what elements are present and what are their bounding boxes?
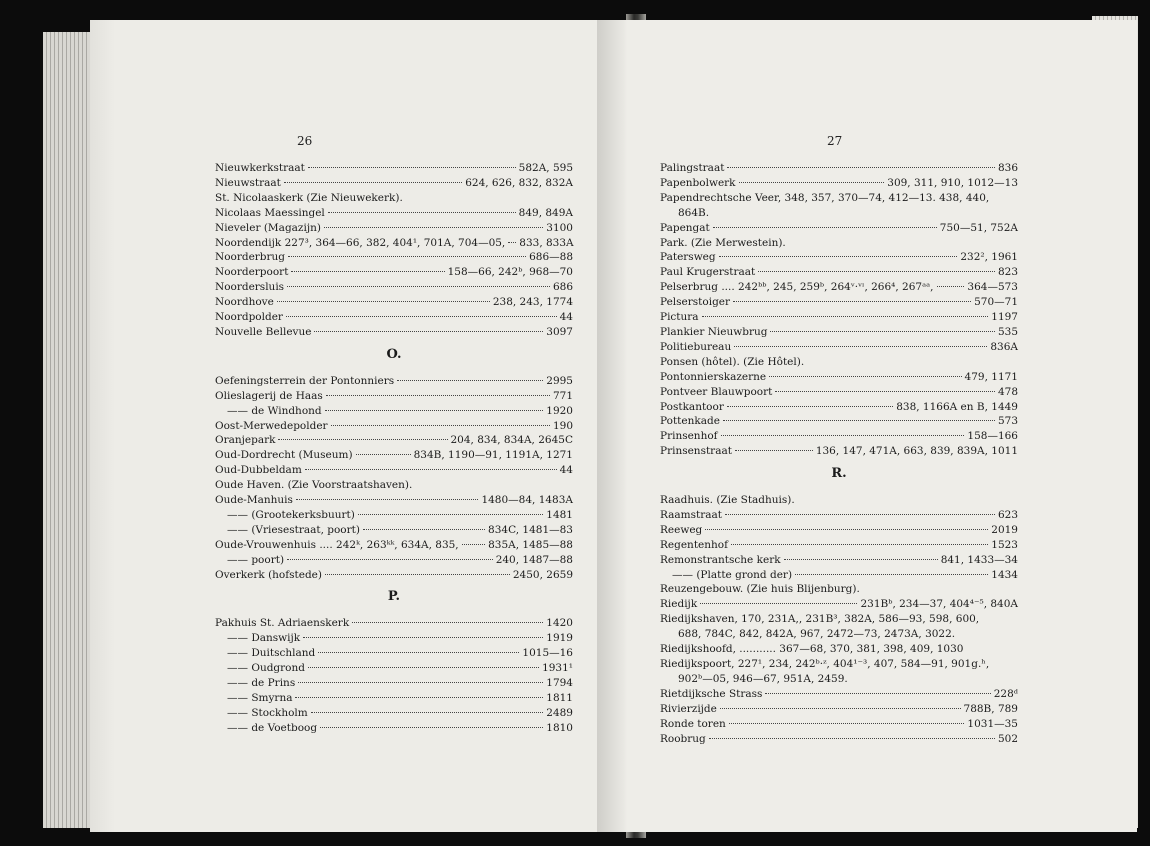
- entry-page-refs: 158—166: [967, 430, 1018, 443]
- leader-dots: [324, 227, 543, 228]
- leader-dots: [295, 697, 543, 698]
- leader-dots: [358, 514, 543, 515]
- entry-name: —— Duitschland: [227, 647, 316, 660]
- entry-continuation: 864B.: [678, 206, 710, 219]
- leader-dots: [729, 723, 965, 724]
- leader-dots: [320, 727, 543, 728]
- entry-page-refs: 309, 311, 910, 1012—13: [887, 176, 1018, 189]
- right-page: [597, 20, 1137, 832]
- index-entry: [215, 538, 573, 553]
- leader-dots: [702, 316, 989, 317]
- entry-page-refs: 1434: [991, 568, 1018, 581]
- leader-dots: [462, 544, 485, 545]
- index-entry: [660, 582, 1018, 597]
- index-entry: [660, 717, 1018, 732]
- entry-name: Nouvelle Bellevue: [215, 325, 312, 338]
- leader-dots: [758, 271, 995, 272]
- index-entry: [215, 568, 573, 583]
- entry-name: Oude-Vrouwenhuis .... 242ᵏ, 263ᵏᵏ, 634A, 835,: [215, 538, 459, 551]
- entry-text: St. Nicolaaskerk (Zie Nieuwekerk).: [215, 191, 403, 204]
- entry-page-refs: 240, 1487—88: [495, 553, 573, 566]
- entry-name: —— Smyrna: [227, 691, 293, 704]
- leader-dots: [731, 544, 988, 545]
- entry-name: —— (Grootekerksbuurt): [227, 508, 355, 521]
- entry-page-refs: 158—66, 242ᵇ, 968—70: [447, 266, 573, 279]
- entry-page-refs: 3097: [546, 325, 573, 338]
- entry-page-refs: 204, 834, 834A, 2645C: [450, 434, 573, 447]
- entry-name: Prinsenhof: [660, 430, 718, 443]
- index-entry: [660, 265, 1018, 280]
- entry-page-refs: 44: [559, 464, 573, 477]
- entry-text: Ponsen (hôtel). (Zie Hôtel).: [660, 355, 805, 368]
- index-entry: [660, 538, 1018, 553]
- index-entry: [660, 355, 1018, 370]
- leader-dots: [700, 603, 857, 604]
- entry-name: —— de Windhond: [227, 404, 322, 417]
- entry-page-refs: 1523: [991, 538, 1018, 551]
- entry-page-refs: 686: [552, 281, 573, 294]
- index-entry: [215, 295, 573, 310]
- index-entry: [215, 310, 573, 325]
- leader-dots: [705, 529, 988, 530]
- entry-text: Riedijkshaven, 170, 231A,, 231B³, 382A, 586—93, 598, 600,: [660, 613, 980, 626]
- entry-page-refs: 1931¹: [542, 662, 573, 675]
- entry-page-refs: 3100: [546, 221, 573, 234]
- index-entry: [660, 493, 1018, 508]
- entry-page-refs: 788B, 789: [963, 702, 1018, 715]
- entry-name: Papengat: [660, 221, 710, 234]
- entry-name: —— de Voetboog: [227, 721, 318, 734]
- leader-dots: [363, 529, 485, 530]
- leader-dots: [326, 395, 550, 396]
- entry-page-refs: 535: [997, 325, 1018, 338]
- entry-page-refs: 849, 849A: [518, 206, 573, 219]
- index-entry: [215, 419, 573, 434]
- entry-text: Riedijkshoofd, ........... 367—68, 370, 381, 398, 409, 1030: [660, 643, 964, 656]
- entry-name: Nieuwstraat: [215, 176, 281, 189]
- entry-name: Nieveler (Magazijn): [215, 221, 321, 234]
- entry-name: Politiebureau: [660, 340, 732, 353]
- leader-dots: [278, 439, 447, 440]
- index-entry: [660, 568, 1018, 583]
- entry-page-refs: 1420: [546, 617, 573, 630]
- entry-page-refs: 836A: [990, 340, 1018, 353]
- index-entry: [215, 616, 573, 631]
- index-entry: [215, 721, 573, 736]
- index-entry: [215, 265, 573, 280]
- index-entry: [215, 236, 573, 251]
- entry-page-refs: 2995: [546, 374, 573, 387]
- leader-dots: [331, 425, 550, 426]
- index-entry: [215, 325, 573, 340]
- leader-dots: [719, 256, 958, 257]
- index-entry: [215, 250, 573, 265]
- leader-dots: [308, 667, 539, 668]
- index-entry: [215, 661, 573, 676]
- leader-dots: [287, 559, 493, 560]
- leader-dots: [298, 682, 543, 683]
- entry-page-refs: 2489: [546, 706, 573, 719]
- leader-dots: [765, 693, 990, 694]
- index-entry: [660, 429, 1018, 444]
- index-entry: [660, 385, 1018, 400]
- index-entry: [215, 433, 573, 448]
- entry-text: Reuzengebouw. (Zie huis Blijenburg).: [660, 583, 860, 596]
- leader-dots: [305, 469, 557, 470]
- entry-page-refs: 834C, 1481—83: [488, 523, 573, 536]
- entry-page-refs: 686—88: [529, 251, 573, 264]
- entry-page-refs: 838, 1166A en B, 1449: [896, 400, 1018, 413]
- leader-dots: [508, 242, 516, 243]
- entry-page-refs: 1811: [546, 691, 573, 704]
- entry-name: Oost-Merwedepolder: [215, 419, 328, 432]
- index-entry: [215, 374, 573, 389]
- leader-dots: [308, 167, 516, 168]
- leader-dots: [770, 331, 994, 332]
- entry-page-refs: 1031—35: [967, 717, 1018, 730]
- index-entry: [215, 206, 573, 221]
- entry-page-refs: 834B, 1190—91, 1191A, 1271: [413, 449, 573, 462]
- index-entry: [215, 706, 573, 721]
- leader-dots: [720, 708, 961, 709]
- entry-name: Oud-Dubbeldam: [215, 464, 302, 477]
- index-entry: [215, 523, 573, 538]
- entry-page-refs: 771: [552, 389, 573, 402]
- index-entry: [660, 687, 1018, 702]
- entry-name: Noordendijk 227³, 364—66, 382, 404¹, 701A, 704—05,: [215, 236, 506, 249]
- entry-text: Park. (Zie Merwestein).: [660, 236, 786, 249]
- entry-page-refs: 624, 626, 832, 832A: [465, 176, 573, 189]
- entry-page-refs: 573: [997, 415, 1018, 428]
- index-entry: [215, 493, 573, 508]
- entry-page-refs: 623: [997, 508, 1018, 521]
- entry-name: Patersweg: [660, 251, 716, 264]
- index-entry: [215, 631, 573, 646]
- entry-name: Pontveer Blauwpoort: [660, 385, 773, 398]
- index-entry: [215, 463, 573, 478]
- entry-text: Raadhuis. (Zie Stadhuis).: [660, 494, 795, 507]
- index-entry: [660, 597, 1018, 612]
- index-entry: [660, 250, 1018, 265]
- entry-page-refs: 836: [997, 162, 1018, 174]
- index-entry: [215, 389, 573, 404]
- index-entry: [660, 176, 1018, 191]
- entry-name: —— (Vriesestraat, poort): [227, 523, 360, 536]
- entry-name: Oud-Dordrecht (Museum): [215, 449, 353, 462]
- entry-page-refs: 1015—16: [522, 647, 573, 660]
- leader-dots: [287, 286, 550, 287]
- entry-name: —— Stockholm: [227, 706, 308, 719]
- index-entry: [215, 508, 573, 523]
- entry-name: —— (Platte grond der): [672, 568, 793, 581]
- index-entry: [215, 176, 573, 191]
- entry-name: Noorderpoort: [215, 266, 289, 279]
- entry-name: Oude-Manhuis: [215, 494, 293, 507]
- entry-page-refs: 835A, 1485—88: [488, 538, 573, 551]
- entry-name: Overkerk (hofstede): [215, 568, 322, 581]
- index-entry: [215, 221, 573, 236]
- page-number: 27: [827, 134, 843, 148]
- index-entry: [660, 236, 1018, 251]
- index-entry: [660, 191, 1018, 206]
- leader-dots: [284, 182, 462, 183]
- index-entry: [215, 646, 573, 661]
- open-book: [40, 14, 1138, 838]
- index-column: [660, 161, 1018, 746]
- left-page: [90, 20, 630, 832]
- entry-name: Rivierzijde: [660, 702, 717, 715]
- entry-name: Noorderbrug: [215, 251, 286, 264]
- leader-dots: [288, 256, 526, 257]
- leader-dots: [713, 227, 937, 228]
- entry-name: Pictura: [660, 311, 699, 324]
- entry-page-refs: 238, 243, 1774: [492, 296, 573, 309]
- entry-page-refs: 1920: [546, 404, 573, 417]
- leader-dots: [734, 346, 987, 347]
- leader-dots: [303, 637, 543, 638]
- entry-continuation: 688, 784C, 842, 842A, 967, 2472—73, 2473A, 3022.: [678, 628, 956, 641]
- index-entry: [215, 553, 573, 568]
- entry-page-refs: 136, 147, 471A, 663, 839, 839A, 1011: [815, 445, 1018, 458]
- leader-dots: [311, 712, 544, 713]
- leader-dots: [733, 301, 971, 302]
- entry-continuation: 902ᵇ—05, 946—67, 951A, 2459.: [678, 672, 848, 685]
- entry-name: Oranjepark: [215, 434, 276, 447]
- index-entry: [660, 325, 1018, 340]
- entry-page-refs: 502: [997, 732, 1018, 745]
- index-entry: [215, 478, 573, 493]
- index-entry: [660, 612, 1018, 627]
- leader-dots: [286, 316, 557, 317]
- leader-dots: [784, 559, 938, 560]
- index-entry: [215, 676, 573, 691]
- leader-dots: [296, 499, 479, 500]
- leader-dots: [723, 420, 995, 421]
- index-entry: [660, 523, 1018, 538]
- entry-page-refs: 228ᵈ: [993, 687, 1018, 700]
- index-entry: [660, 508, 1018, 523]
- entry-name: Riedijk: [660, 598, 698, 611]
- entry-name: Reeweg: [660, 523, 703, 536]
- leader-dots: [739, 182, 885, 183]
- leader-dots: [314, 331, 543, 332]
- index-entry: [660, 553, 1018, 568]
- entry-name: Pelserbrug .... 242ᵇᵇ, 245, 259ᵇ, 264ᵛ·ᵛᶦ, 266⁴, 267ᵃᵃ,: [660, 281, 934, 294]
- entry-page-refs: 479, 1171: [964, 370, 1018, 383]
- leader-dots: [352, 622, 543, 623]
- entry-name: Palingstraat: [660, 162, 725, 174]
- index-entry: [215, 161, 573, 176]
- leader-dots: [325, 410, 544, 411]
- entry-name: Plankier Nieuwbrug: [660, 325, 768, 338]
- index-entry: [660, 340, 1018, 355]
- entry-page-refs: 1197: [991, 311, 1018, 324]
- page-number: 26: [297, 134, 313, 148]
- leader-dots: [328, 212, 516, 213]
- leader-dots: [318, 652, 519, 653]
- entry-page-refs: 478: [997, 385, 1018, 398]
- leader-dots: [937, 286, 965, 287]
- entry-page-refs: 823: [997, 266, 1018, 279]
- entry-page-refs: 190: [552, 419, 573, 432]
- index-entry: [660, 295, 1018, 310]
- entry-name: Paul Krugerstraat: [660, 266, 756, 279]
- entry-page-refs: 232², 1961: [960, 251, 1018, 264]
- entry-name: Olieslagerij de Haas: [215, 389, 323, 402]
- index-entry: [215, 691, 573, 706]
- entry-page-refs: 1481: [546, 508, 573, 521]
- entry-page-refs: 1919: [546, 632, 573, 645]
- leader-dots: [775, 391, 995, 392]
- leader-dots: [725, 514, 995, 515]
- leader-dots: [277, 301, 490, 302]
- entry-page-refs: 2450, 2659: [512, 568, 573, 581]
- entry-page-refs: 44: [559, 311, 573, 324]
- entry-page-refs: 2019: [991, 523, 1018, 536]
- entry-name: Noordpolder: [215, 311, 283, 324]
- entry-name: Noordhove: [215, 296, 274, 309]
- index-entry: [660, 642, 1018, 657]
- entry-page-refs: 364—573: [967, 281, 1018, 294]
- left-page-edges: [43, 32, 91, 828]
- index-entry: [660, 732, 1018, 747]
- entry-page-refs: 582A, 595: [518, 162, 573, 174]
- entry-page-refs: 231Bᵇ, 234—37, 404⁴⁻⁵, 840A: [860, 598, 1018, 611]
- index-entry: [660, 161, 1018, 176]
- entry-name: Raamstraat: [660, 508, 722, 521]
- entry-name: Pelserstoiger: [660, 296, 731, 309]
- index-entry: [660, 414, 1018, 429]
- leader-dots: [727, 167, 995, 168]
- index-entry: [660, 310, 1018, 325]
- entry-name: Rietdijksche Strass: [660, 687, 763, 700]
- entry-page-refs: 1810: [546, 721, 573, 734]
- leader-dots: [356, 454, 411, 455]
- index-entry: [660, 702, 1018, 717]
- entry-name: —— de Prins: [227, 677, 296, 689]
- entry-name: Noordersluis: [215, 281, 285, 294]
- entry-name: —— Oudgrond: [227, 662, 305, 675]
- leader-dots: [795, 574, 988, 575]
- index-entry: [215, 404, 573, 419]
- entry-text: Papendrechtsche Veer, 348, 357, 370—74, 412—13. 438, 440,: [660, 191, 990, 204]
- entry-page-refs: 1480—84, 1483A: [481, 494, 573, 507]
- entry-page-refs: 570—71: [974, 296, 1018, 309]
- index-entry: [660, 400, 1018, 415]
- entry-name: Roobrug: [660, 732, 706, 745]
- entry-name: Pottenkade: [660, 415, 720, 428]
- section-heading: R.: [831, 466, 847, 482]
- entry-page-refs: 750—51, 752A: [939, 221, 1018, 234]
- leader-dots: [727, 406, 893, 407]
- entry-name: —— Danswijk: [227, 632, 301, 645]
- index-entry: [660, 657, 1018, 672]
- index-entry: [215, 448, 573, 463]
- index-entry: [215, 191, 573, 206]
- entry-name: Nicolaas Maessingel: [215, 206, 325, 219]
- leader-dots: [709, 738, 995, 739]
- entry-page-refs: 1794: [546, 677, 573, 689]
- index-entry: [660, 444, 1018, 459]
- entry-name: Postkantoor: [660, 400, 724, 413]
- entry-name: Papenbolwerk: [660, 176, 736, 189]
- entry-text: Oude Haven. (Zie Voorstraatshaven).: [215, 479, 413, 492]
- leader-dots: [397, 380, 543, 381]
- leader-dots: [721, 435, 965, 436]
- index-entry: [215, 280, 573, 295]
- leader-dots: [325, 574, 510, 575]
- entry-name: Pakhuis St. Adriaenskerk: [215, 617, 350, 630]
- index-entry: [660, 280, 1018, 295]
- index-entry: [660, 221, 1018, 236]
- entry-name: Pontonnierskazerne: [660, 370, 767, 383]
- index-entry: [660, 370, 1018, 385]
- entry-text: Riedijkspoort, 227¹, 234, 242ᵇ·ᶻ, 404¹⁻³, 407, 584—91, 901g.ʰ,: [660, 658, 990, 670]
- leader-dots: [735, 450, 813, 451]
- leader-dots: [291, 271, 444, 272]
- entry-name: Remonstrantsche kerk: [660, 553, 781, 566]
- entry-name: Ronde toren: [660, 717, 726, 730]
- index-column: [215, 161, 573, 736]
- leader-dots: [769, 376, 961, 377]
- entry-name: Regentenhof: [660, 538, 728, 551]
- entry-name: Nieuwkerkstraat: [215, 162, 305, 174]
- section-heading: O.: [386, 346, 402, 362]
- entry-page-refs: 833, 833A: [519, 236, 574, 249]
- entry-name: —— poort): [227, 553, 285, 566]
- entry-name: Oefeningsterrein der Pontonniers: [215, 374, 395, 387]
- section-heading: P.: [387, 589, 401, 605]
- entry-page-refs: 841, 1433—34: [940, 553, 1018, 566]
- entry-name: Prinsenstraat: [660, 445, 732, 458]
